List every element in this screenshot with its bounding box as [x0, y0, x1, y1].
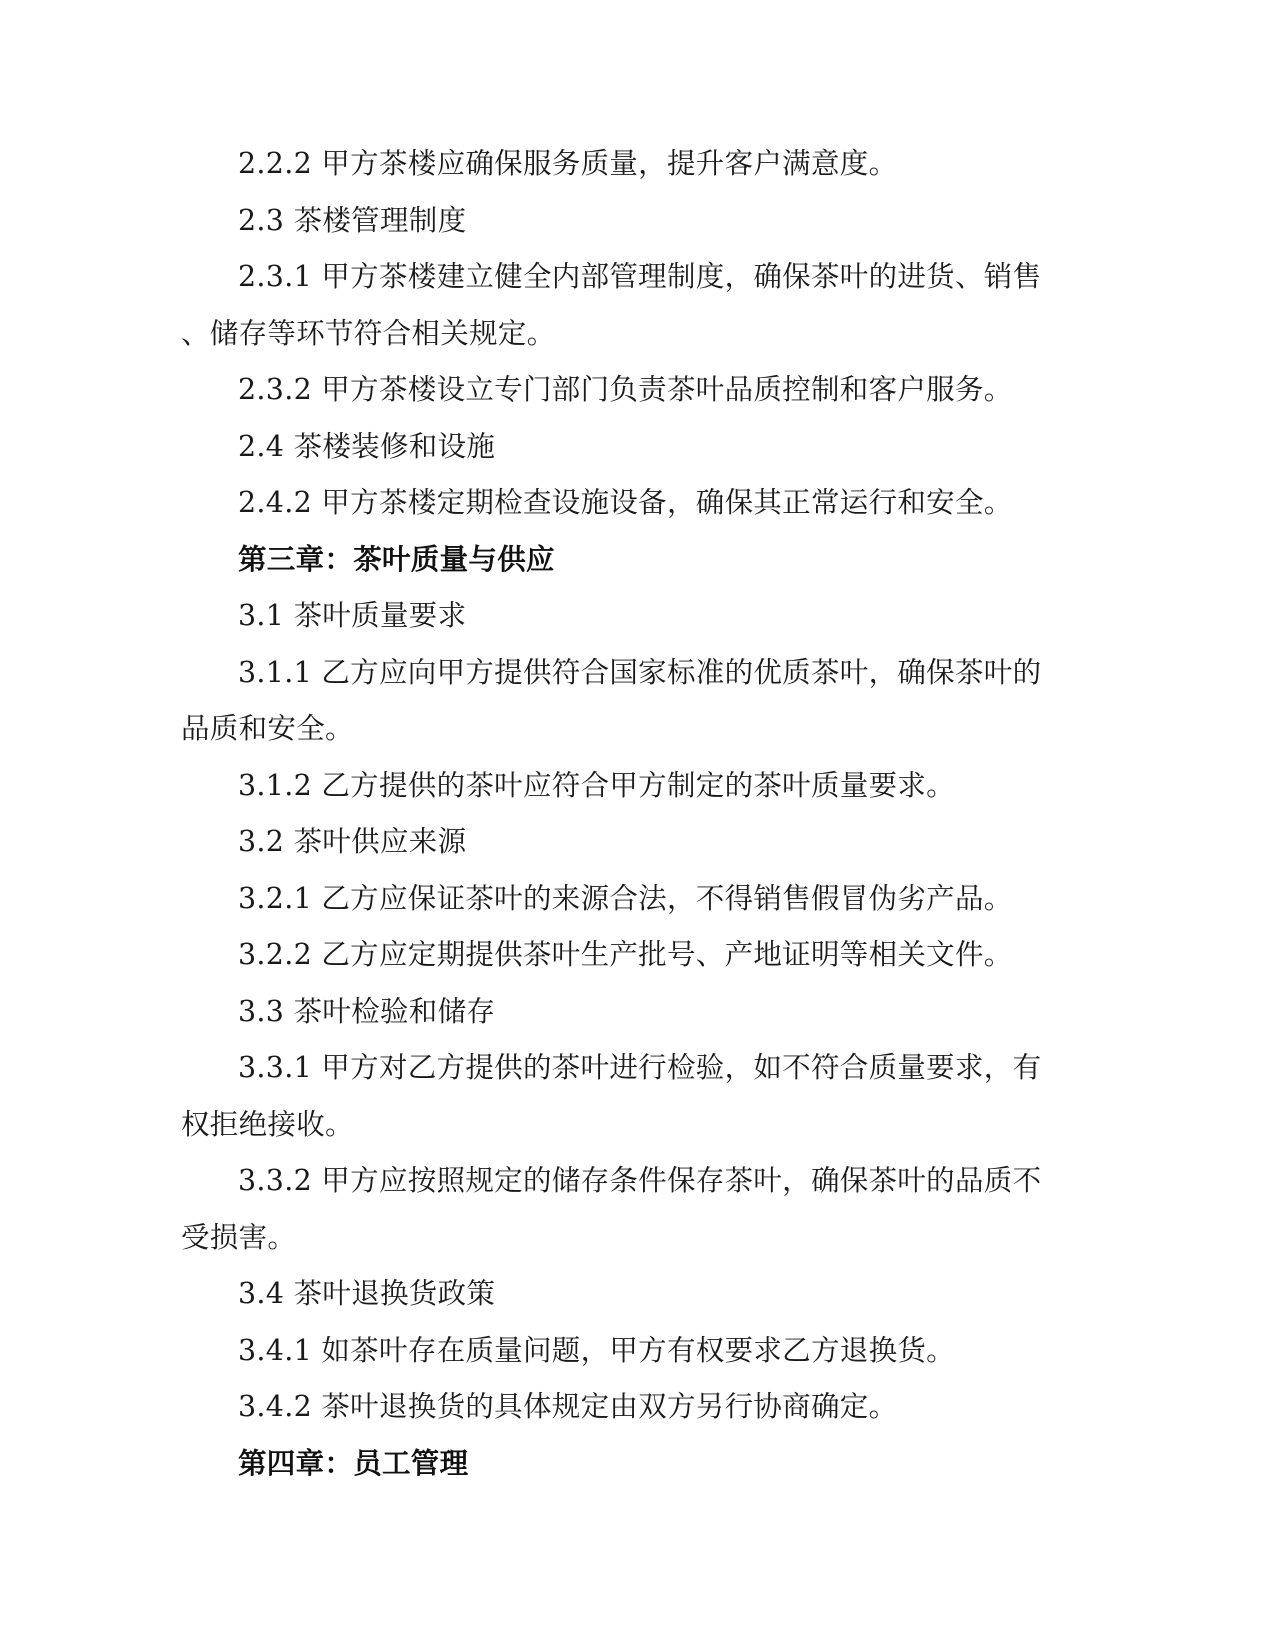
- clause-2-3-1-continued: 、储存等环节符合相关规定。: [181, 316, 556, 350]
- clause-2-2-2: 2.2.2 甲方茶楼应确保服务质量，提升客户满意度。: [238, 147, 898, 180]
- clause-2-3-2: 2.3.2 甲方茶楼设立专门部门负责茶叶品质控制和客户服务。: [238, 373, 1013, 406]
- document-body: [181, 136, 1061, 1492]
- clause-3-3-2-continued: 受损害。: [181, 1220, 297, 1254]
- clause-3-3-1: 3.3.1 甲方对乙方提供的茶叶进行检验，如不符合质量要求，有: [238, 1051, 1042, 1084]
- clause-2-3-1: 2.3.1 甲方茶楼建立健全内部管理制度，确保茶叶的进货、销售: [238, 260, 1042, 293]
- section-2-3-title: 2.3 茶楼管理制度: [238, 203, 467, 237]
- clause-3-2-1: 3.2.1 乙方应保证茶叶的来源合法，不得销售假冒伪劣产品。: [238, 881, 1013, 915]
- section-3-1-title: 3.1 茶叶质量要求: [238, 599, 467, 632]
- section-3-3-title: 3.3 茶叶检验和储存: [238, 994, 496, 1028]
- clause-3-2-2: 3.2.2 乙方应定期提供茶叶生产批号、产地证明等相关文件。: [238, 938, 1013, 971]
- clause-3-1-2: 3.1.2 乙方提供的茶叶应符合甲方制定的茶叶质量要求。: [238, 768, 955, 802]
- clause-3-3-1-continued: 权拒绝接收。: [181, 1107, 354, 1141]
- section-3-2-title: 3.2 茶叶供应来源: [238, 825, 467, 858]
- clause-3-1-1: 3.1.1 乙方应向甲方提供符合国家标准的优质茶叶，确保茶叶的: [238, 655, 1042, 689]
- chapter-4-heading: 第四章：员工管理: [238, 1446, 469, 1480]
- clause-3-3-2: 3.3.2 甲方应按照规定的储存条件保存茶叶，确保茶叶的品质不: [238, 1164, 1042, 1197]
- chapter-3-heading: 第三章：茶叶质量与供应: [238, 542, 555, 576]
- clause-3-4-2: 3.4.2 茶叶退换货的具体规定由双方另行协商确定。: [238, 1390, 898, 1423]
- clause-3-1-1-continued: 品质和安全。: [181, 712, 354, 745]
- clause-3-4-1: 3.4.1 如茶叶存在质量问题，甲方有权要求乙方退换货。: [238, 1333, 955, 1367]
- clause-2-4-2: 2.4.2 甲方茶楼定期检查设施设备，确保其正常运行和安全。: [238, 486, 1013, 519]
- section-3-4-title: 3.4 茶叶退换货政策: [238, 1277, 496, 1310]
- section-2-4-title: 2.4 茶楼装修和设施: [238, 429, 496, 463]
